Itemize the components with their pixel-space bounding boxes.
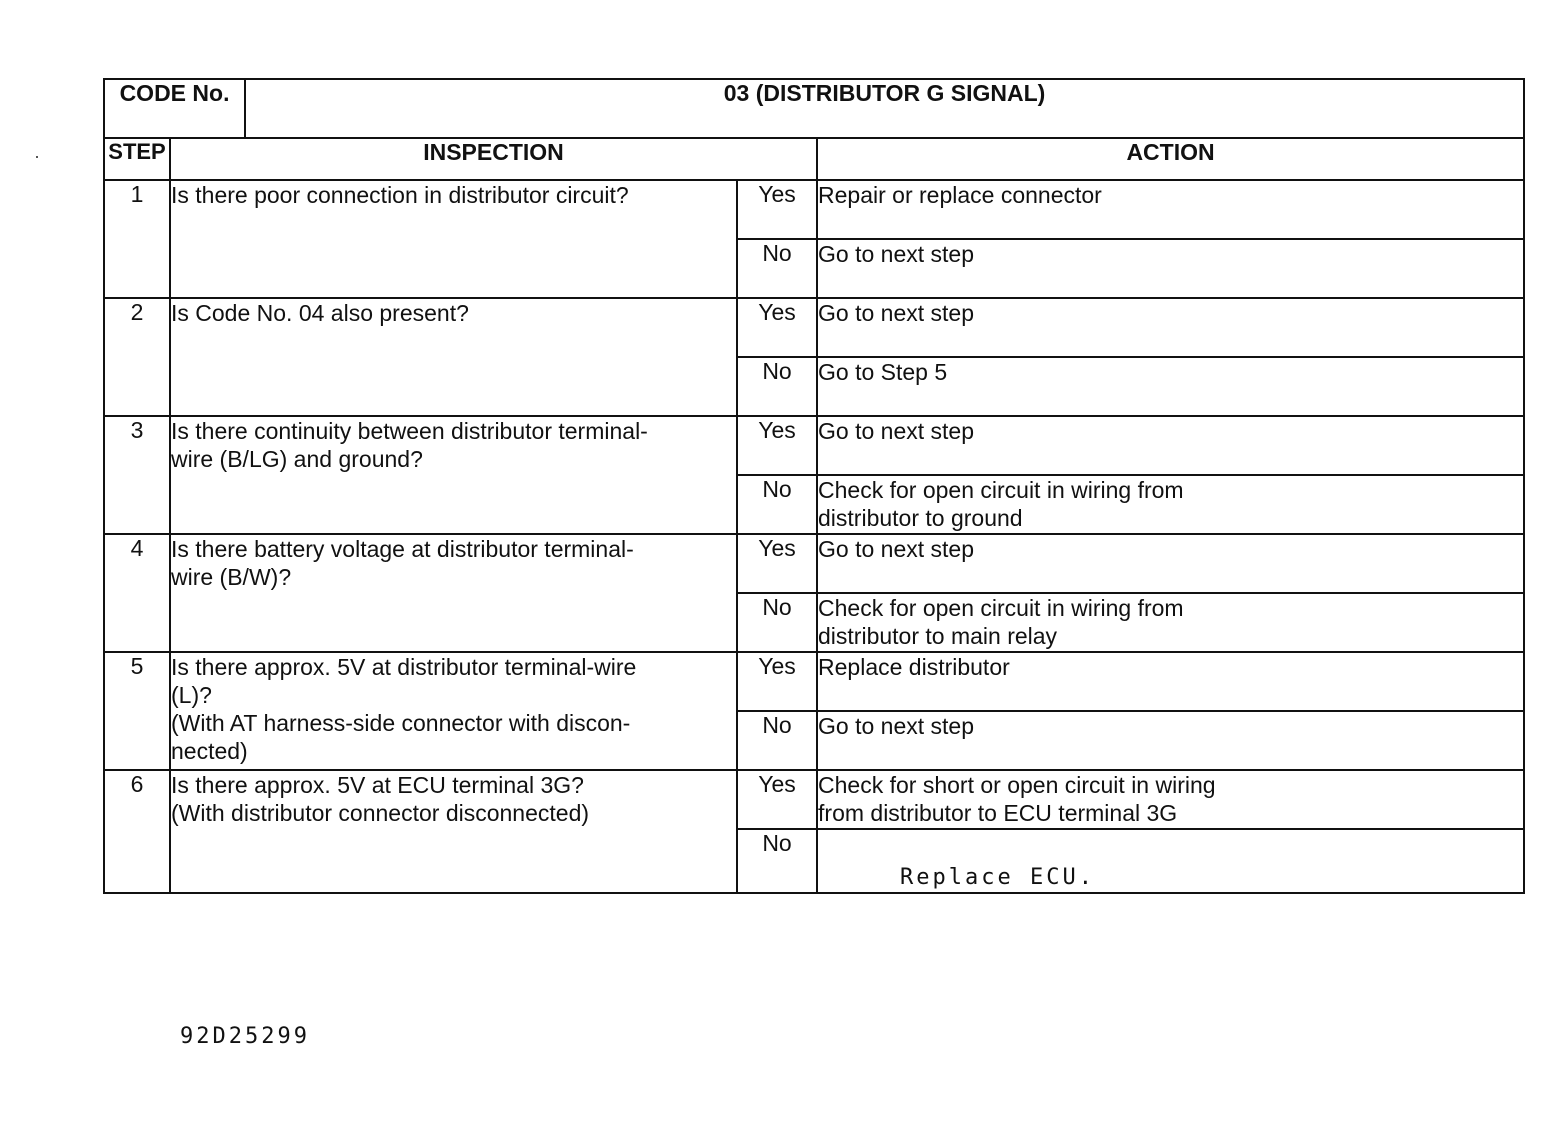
inspection-text: Is there approx. 5V at ECU terminal 3G? (With distributor connector disconnected) xyxy=(170,770,737,893)
no-action: Go to Step 5 xyxy=(817,357,1524,416)
yes-label: Yes xyxy=(737,298,817,357)
step-number: 4 xyxy=(104,534,170,652)
step-number: 5 xyxy=(104,652,170,770)
no-label: No xyxy=(737,829,817,893)
no-action: Check for open circuit in wiring from distributor to main relay xyxy=(817,593,1524,652)
column-header-row xyxy=(104,138,1524,180)
no-label: No xyxy=(737,239,817,298)
step-yes-row xyxy=(104,298,1524,357)
step-number: 1 xyxy=(104,180,170,298)
diagnostic-table xyxy=(103,78,1525,894)
step-number: 3 xyxy=(104,416,170,534)
yes-action: Go to next step xyxy=(817,416,1524,475)
yes-action: Repair or replace connector xyxy=(817,180,1524,239)
code-label: CODE No. xyxy=(104,79,245,138)
step-column-header: STEP xyxy=(104,138,170,180)
yes-action: Go to next step xyxy=(817,534,1524,593)
step-number: 2 xyxy=(104,298,170,416)
no-label: No xyxy=(737,711,817,770)
yes-label: Yes xyxy=(737,180,817,239)
code-title: 03 (DISTRIBUTOR G SIGNAL) xyxy=(245,79,1524,138)
yes-label: Yes xyxy=(737,770,817,829)
yes-action: Go to next step xyxy=(817,298,1524,357)
inspection-column-header: INSPECTION xyxy=(170,138,817,180)
inspection-text: Is there battery voltage at distributor terminal- wire (B/W)? xyxy=(170,534,737,652)
yes-action: Check for short or open circuit in wiring from distributor to ECU terminal 3G xyxy=(817,770,1524,829)
scan-speck xyxy=(36,156,38,158)
step-yes-row xyxy=(104,534,1524,593)
no-action: Go to next step xyxy=(817,239,1524,298)
no-label: No xyxy=(737,475,817,534)
inspection-text: Is Code No. 04 also present? xyxy=(170,298,737,416)
step-yes-row xyxy=(104,416,1524,475)
no-action: Go to next step xyxy=(817,711,1524,770)
no-label: No xyxy=(737,357,817,416)
yes-label: Yes xyxy=(737,416,817,475)
no-action: Check for open circuit in wiring from distributor to ground xyxy=(817,475,1524,534)
inspection-text: Is there approx. 5V at distributor terminal-wire (L)? (With AT harness-side connector with discon- nected) xyxy=(170,652,737,770)
action-column-header: ACTION xyxy=(817,138,1524,180)
step-yes-row xyxy=(104,180,1524,239)
figure-id: 92D25299 xyxy=(180,1024,310,1049)
no-label: No xyxy=(737,593,817,652)
yes-action: Replace distributor xyxy=(817,652,1524,711)
step-number: 6 xyxy=(104,770,170,893)
inspection-text: Is there continuity between distributor terminal- wire (B/LG) and ground? xyxy=(170,416,737,534)
no-action: Replace ECU. xyxy=(817,829,1524,893)
step-yes-row xyxy=(104,652,1524,711)
yes-label: Yes xyxy=(737,534,817,593)
step-yes-row xyxy=(104,770,1524,829)
code-title-row xyxy=(104,79,1524,138)
inspection-text: Is there poor connection in distributor circuit? xyxy=(170,180,737,298)
yes-label: Yes xyxy=(737,652,817,711)
steps-body xyxy=(104,180,1524,893)
